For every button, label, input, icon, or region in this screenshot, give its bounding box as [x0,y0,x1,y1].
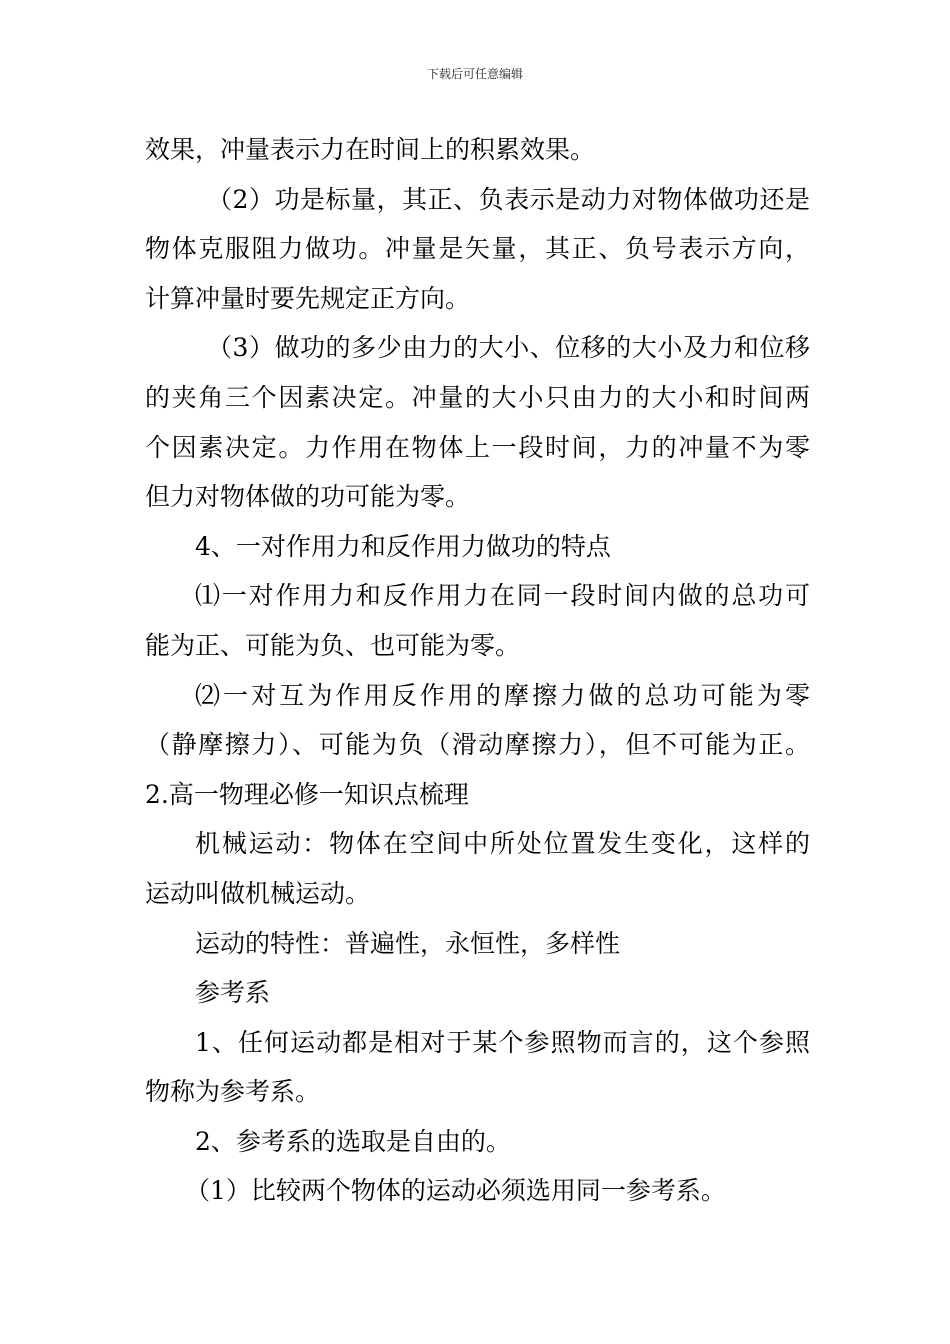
text-line: 能为正、可能为负、也可能为零。 [145,630,521,660]
text-line: 运动的特性：普遍性，永恒性，多样性 [195,928,621,958]
section-heading: 参考系 [195,978,271,1008]
text-line: 个因素决定。力作用在物体上一段时间，力的冲量不为零 [145,432,810,462]
page-header: 下载后可任意编辑 [426,67,523,81]
section-heading: 4、一对作用力和反作用力做功的特点 [195,531,611,561]
text-line: 物体克服阻力做功。冲量是矢量，其正、负号表示方向， [145,234,810,264]
text-line: 机械运动：物体在空间中所处位置发生变化，这样的 [195,829,810,859]
text-line: 计算冲量时要先规定正方向。 [145,283,471,313]
text-line: （静摩擦力）、可能为负（滑动摩擦力），但不可能为正。 [145,730,810,760]
text-line: ⑴一对作用力和反作用力在同一段时间内做的总功可 [195,581,810,611]
text-line: 运动叫做机械运动。 [145,878,371,908]
text-line: （1）比较两个物体的运动必须选用同一参考系。 [185,1176,726,1206]
text-line: 但力对物体做的功可能为零。 [145,482,471,512]
text-line: （3）做功的多少由力的大小、位移的大小及力和位移 [207,333,810,363]
section-title: 2.高一物理必修一知识点梳理 [145,779,469,809]
document-body [145,125,810,1216]
text-line: 物称为参考系。 [145,1077,321,1107]
text-line: 2、参考系的选取是自由的。 [195,1126,511,1156]
text-line: 效果，冲量表示力在时间上的积累效果。 [145,135,596,164]
text-line: （2）功是标量，其正、负表示是动力对物体做功还是 [207,184,810,214]
text-line: 1、任何运动都是相对于某个参照物而言的，这个参照 [195,1027,810,1057]
text-line: 的夹角三个因素决定。冲量的大小只由力的大小和时间两 [145,382,810,412]
text-line: ⑵一对互为作用反作用的摩擦力做的总功可能为零 [195,680,810,710]
